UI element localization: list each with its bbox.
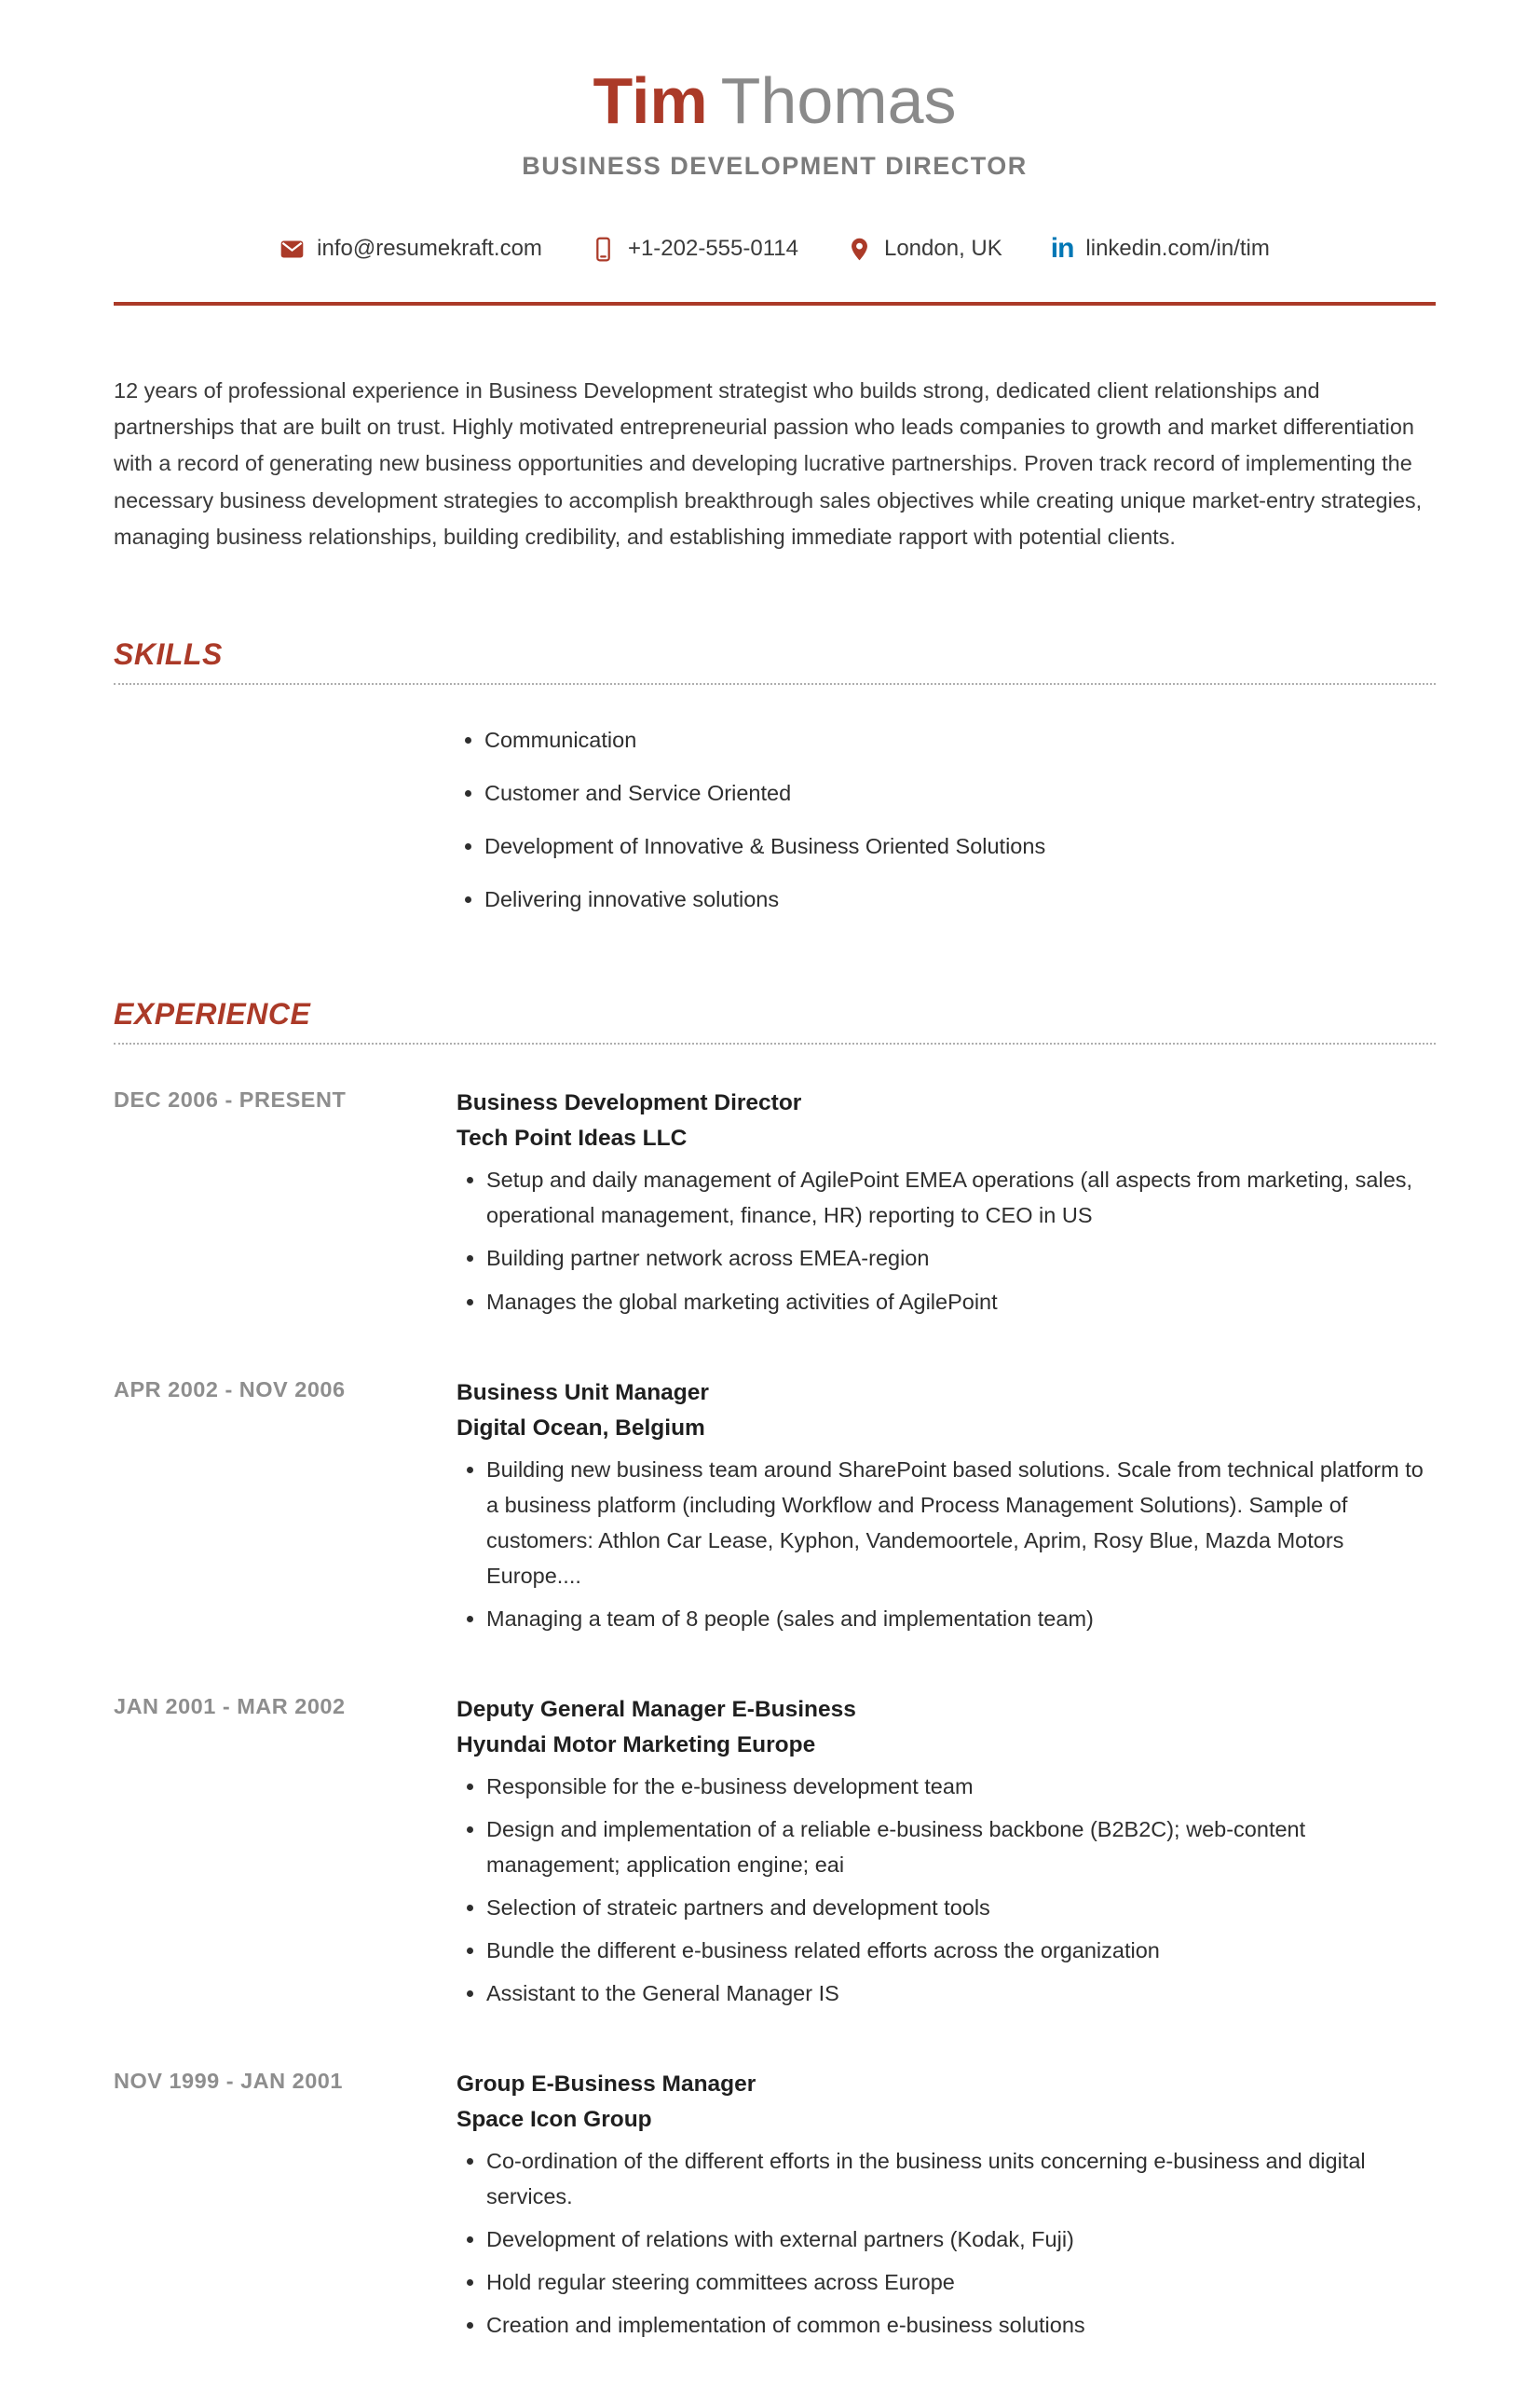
contact-row bbox=[114, 235, 1436, 263]
map-pin-icon bbox=[847, 237, 872, 262]
contact-location bbox=[847, 236, 1002, 262]
experience-body bbox=[457, 1086, 1436, 1326]
job-title: Deputy General Manager E-Business bbox=[457, 1696, 856, 1722]
job-bullet: • Managing a team of 8 people (sales and implementation team) bbox=[486, 1601, 1436, 1636]
job-bullet: • Design and implementation of a reliable e-business backbone (B2B2C); web-content management; application engine; eai bbox=[486, 1811, 1436, 1882]
experience-entry bbox=[114, 2067, 1436, 2350]
experience-dates: APR 2002 - NOV 2006 bbox=[114, 1376, 346, 1401]
experience-body bbox=[457, 2067, 1436, 2350]
linkedin-value: linkedin.com/in/tim bbox=[1085, 236, 1270, 261]
experience-entry bbox=[114, 1086, 1436, 1326]
company-name: Digital Ocean, Belgium bbox=[457, 1415, 705, 1441]
skill-item: • Delivering innovative solutions bbox=[484, 883, 1436, 915]
skill-item: • Communication bbox=[484, 724, 1436, 756]
job-bullets bbox=[457, 1769, 1436, 2011]
job-headline: BUSINESS DEVELOPMENT DIRECTOR bbox=[522, 152, 1028, 180]
company-name: Tech Point Ideas LLC bbox=[457, 1126, 688, 1152]
experience-dates: DEC 2006 - PRESENT bbox=[114, 1087, 347, 1113]
skill-item: • Customer and Service Oriented bbox=[484, 777, 1436, 809]
experience-entry bbox=[114, 1375, 1436, 1644]
skills-heading: SKILLS bbox=[114, 637, 223, 672]
job-bullet: • Development of relations with external partners (Kodak, Fuji) bbox=[486, 2221, 1436, 2257]
resume-header bbox=[114, 65, 1436, 306]
skills-list bbox=[460, 724, 1436, 915]
linkedin-icon: in bbox=[1050, 233, 1074, 264]
job-bullets bbox=[457, 1162, 1436, 1319]
experience-body bbox=[457, 1375, 1436, 1644]
experience-heading-rule bbox=[114, 997, 1436, 1045]
experience-section bbox=[114, 997, 1436, 2350]
email-value: info@resumekraft.com bbox=[317, 236, 542, 261]
contact-email bbox=[279, 236, 542, 262]
job-title: Group E-Business Manager bbox=[457, 2071, 756, 2098]
skill-item: • Development of Innovative & Business Oriented Solutions bbox=[484, 830, 1436, 862]
experience-dates: JAN 2001 - MAR 2002 bbox=[114, 1693, 346, 1718]
job-title: Business Development Director bbox=[457, 1090, 802, 1116]
profile-summary: 12 years of professional experience in Business Development strategist who builds strong, dedicated client relationships and partnerships that are built on trust. Highly motivated entrepreneurial passion who leads companies to growth and market differentiation with a record of generating new business opportunities and developing lucrative partnerships. Proven track record of implementing the necessary business development strategies to accomplish breakthrough sales objectives while creating unique market-entry strategies, managing business relationships, building credibility, and establishing immediate rapport with potential clients. bbox=[114, 378, 1423, 549]
envelope-icon bbox=[279, 237, 305, 262]
job-bullet: • Setup and daily management of AgilePoint EMEA operations (all aspects from marketing, sales, operational management, finance, HR) reporting to CEO in US bbox=[486, 1162, 1436, 1233]
company-name: Space Icon Group bbox=[457, 2107, 652, 2133]
person-name bbox=[114, 65, 1436, 137]
job-bullet: • Building partner network across EMEA-region bbox=[486, 1240, 1436, 1276]
experience-entries bbox=[114, 1086, 1436, 2350]
skills-heading-rule bbox=[114, 637, 1436, 685]
job-bullets bbox=[457, 1452, 1436, 1636]
contact-linkedin bbox=[1051, 235, 1270, 263]
job-bullet: • Building new business team around SharePoint based solutions. Scale from technical platform to a business platform (including Workflow and Process Management Solutions). Sample of customers: Athlon Car Lease, Kyphon, Vandemoortele, Aprim, Rosy Blue, Mazda Motors Europe.... bbox=[486, 1452, 1436, 1593]
job-title: Business Unit Manager bbox=[457, 1379, 709, 1405]
job-bullet: • Bundle the different e-business related efforts across the organization bbox=[486, 1933, 1436, 1968]
mobile-phone-icon bbox=[591, 237, 616, 262]
experience-dates: NOV 1999 - JAN 2001 bbox=[114, 2069, 343, 2094]
location-value: London, UK bbox=[883, 236, 1002, 261]
job-bullets bbox=[457, 2143, 1436, 2343]
last-name: Thomas bbox=[720, 64, 957, 137]
job-bullet: • Co-ordination of the different efforts in the business units concerning e-business and digital services. bbox=[486, 2143, 1436, 2214]
phone-value: +1-202-555-0114 bbox=[627, 236, 798, 261]
job-bullet: • Selection of strateic partners and development tools bbox=[486, 1890, 1436, 1925]
job-bullet: • Assistant to the General Manager IS bbox=[486, 1975, 1436, 2011]
job-bullet: • Responsible for the e-business development team bbox=[486, 1769, 1436, 1804]
experience-entry bbox=[114, 1692, 1436, 2018]
experience-heading: EXPERIENCE bbox=[114, 997, 311, 1032]
job-bullet: • Creation and implementation of common e-business solutions bbox=[486, 2307, 1436, 2343]
header-divider-line bbox=[114, 302, 1436, 306]
job-bullet: • Manages the global marketing activities of AgilePoint bbox=[486, 1284, 1436, 1319]
skills-section bbox=[114, 637, 1436, 915]
contact-phone bbox=[591, 236, 798, 262]
experience-body bbox=[457, 1692, 1436, 2018]
first-name: Tim bbox=[593, 64, 708, 137]
job-bullet: • Hold regular steering committees across Europe bbox=[486, 2264, 1436, 2300]
company-name: Hyundai Motor Marketing Europe bbox=[457, 1731, 816, 1757]
